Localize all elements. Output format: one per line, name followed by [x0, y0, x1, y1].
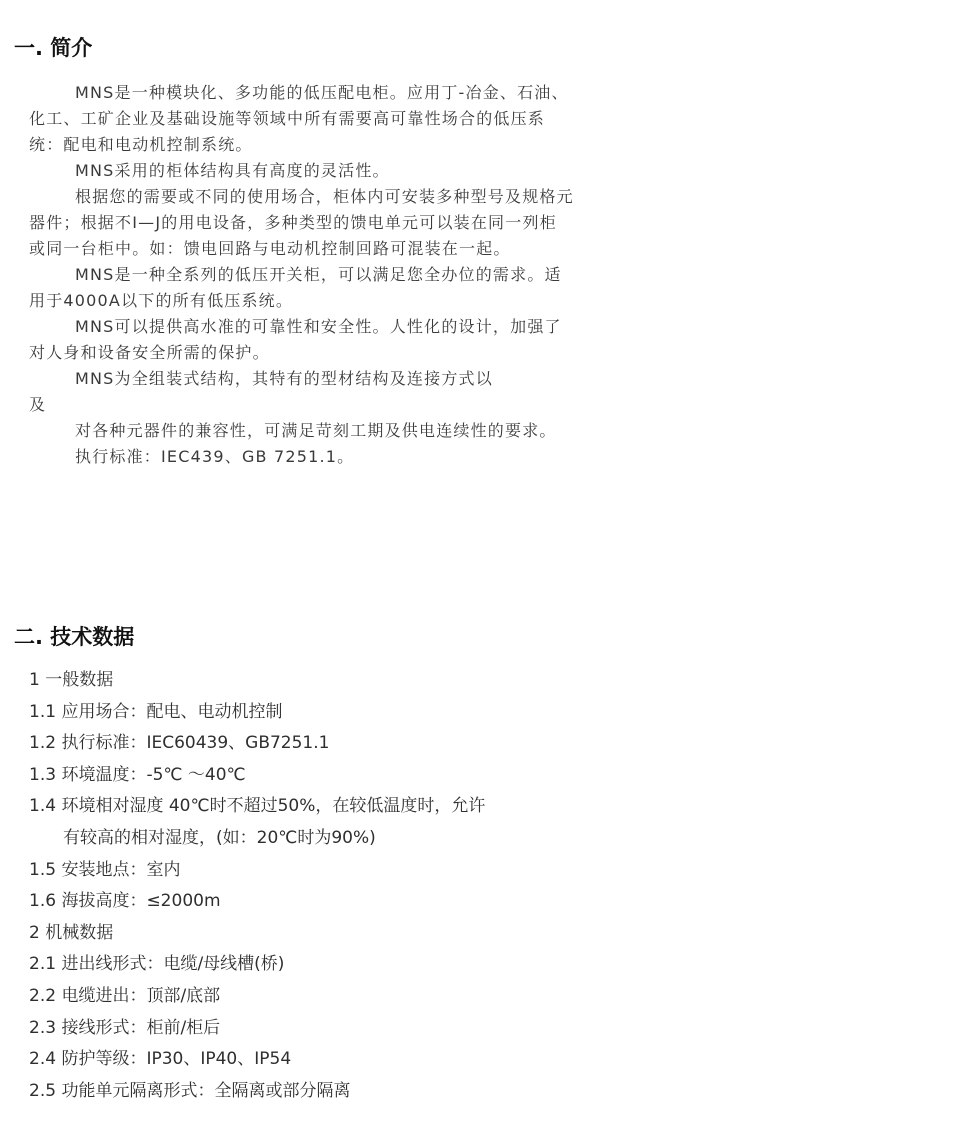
- list-item: 2.1 进出线形式：电缆/母线槽(桥): [29, 954, 285, 975]
- list-item: 1.1 应用场合：配电、电动机控制: [29, 701, 283, 722]
- list-item: 2 机械数据: [29, 922, 114, 943]
- intro-paragraph: MNS为全组装式结构，其特有的型材结构及连接方式以: [75, 369, 493, 388]
- list-item: 1.5 安装地点：室内: [29, 859, 181, 880]
- intro-paragraph: MNS是一种模块化、多功能的低压配电柜。应用丁-冶金、石油、化工、工矿企业及基础设施等领域中所有需要高可靠性场合的低压系统：配电和电动机控制系统。: [29, 83, 569, 154]
- intro-body: [29, 80, 574, 470]
- list-item: 1.3 环境温度：-5℃ ～40℃: [29, 764, 246, 785]
- intro-paragraph: MNS是一种全系列的低压开关柜，可以满足您全办位的需求。适用于4000A以下的所有低压系统。: [29, 265, 562, 310]
- section-heading-tech-data: 二. 技术数据: [14, 625, 135, 649]
- intro-paragraph: MNS可以提供高水准的可靠性和安全性。人性化的设计，加强了对人身和设备安全所需的保护。: [29, 317, 562, 362]
- list-item: 2.5 功能单元隔离形式：全隔离或部分隔离: [29, 1080, 351, 1101]
- list-item: 1 一般数据: [29, 670, 114, 690]
- list-item: 1.4 环境相对湿度 40℃时不超过50%，在较低温度时，允许: [29, 796, 486, 817]
- section-heading-intro: 一. 简介: [14, 36, 93, 60]
- intro-paragraph: 对各种元器件的兼容性，可满足苛刻工期及供电连续性的要求。: [75, 421, 557, 440]
- intro-paragraph: MNS采用的柜体结构具有高度的灵活性。: [75, 161, 390, 180]
- list-item: 1.6 海拔高度：≤2000m: [29, 891, 221, 912]
- list-item-continuation: 有较高的相对湿度，(如：20℃时为90%): [63, 827, 376, 848]
- intro-paragraph: 执行标准：IEC439、GB 7251.1。: [75, 447, 355, 466]
- intro-paragraph: 及: [29, 395, 47, 414]
- list-item: 2.2 电缆进出：顶部/底部: [29, 985, 221, 1006]
- intro-paragraph: 根据您的需要或不同的使用场合，柜体内可安装多种型号及规格元器件；根据不I—J的用电设备，多种类型的馈电单元可以装在同一列柜或同一台柜中。如：馈电回路与电动机控制回路可混装在一起。: [29, 187, 574, 258]
- list-item: 2.4 防护等级：IP30、IP40、IP54: [29, 1049, 292, 1070]
- list-item: 1.2 执行标准：IEC60439、GB7251.1: [29, 733, 330, 754]
- list-item: 2.3 接线形式：柜前/柜后: [29, 1017, 221, 1038]
- tech-data-list: [29, 665, 629, 1107]
